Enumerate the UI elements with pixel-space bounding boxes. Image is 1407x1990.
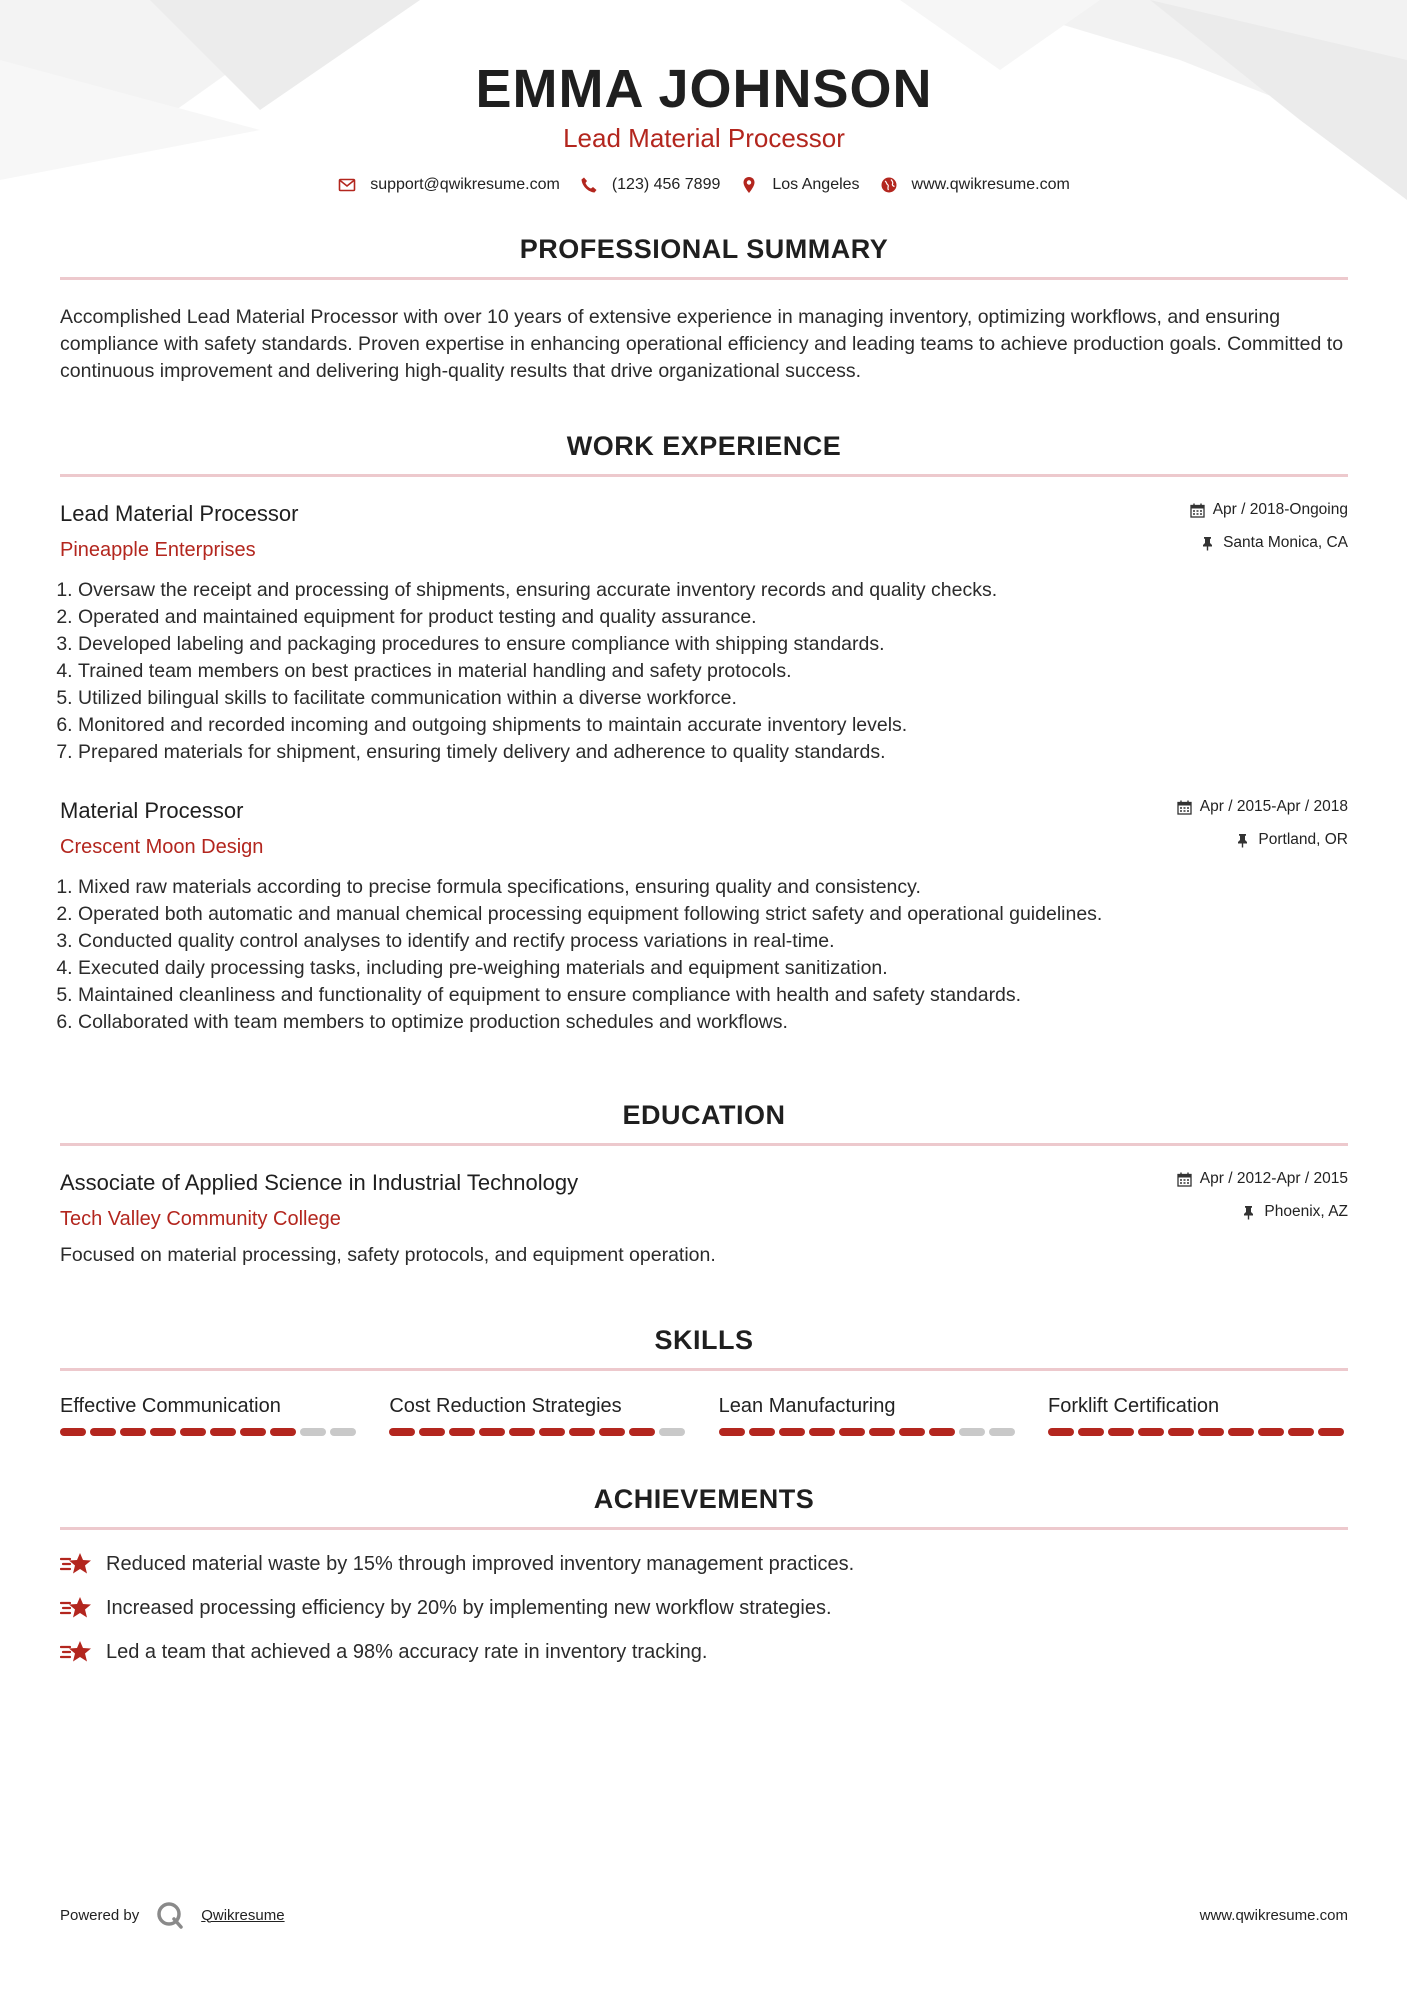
job-duties-list bbox=[60, 577, 1348, 766]
job-duty: 5. Utilized bilingual skills to facilitate communication within a diverse workforce. bbox=[78, 685, 1348, 712]
job-duties-list bbox=[60, 874, 1348, 1036]
skill-name: Cost Reduction Strategies bbox=[389, 1395, 622, 1417]
achievements-list bbox=[60, 1550, 1348, 1666]
job-location: Santa Monica, CA bbox=[1223, 534, 1348, 551]
skill-segment-filled bbox=[1258, 1428, 1284, 1436]
skill-segment-filled bbox=[1078, 1428, 1104, 1436]
candidate-title: Lead Material Processor bbox=[563, 123, 845, 153]
skill-segment-filled bbox=[90, 1428, 116, 1436]
skill-segment-filled bbox=[719, 1428, 745, 1436]
shooting-star-icon bbox=[60, 1638, 94, 1666]
achievements-heading: ACHIEVEMENTS bbox=[593, 1484, 815, 1514]
skill-item bbox=[389, 1393, 689, 1436]
resume-page bbox=[60, 0, 1348, 1682]
education-description: Focused on material processing, safety protocols, and equipment operation. bbox=[60, 1244, 716, 1266]
phone-icon bbox=[580, 176, 598, 194]
section-divider bbox=[60, 1527, 1348, 1530]
skill-segment-filled bbox=[1168, 1428, 1194, 1436]
summary-section bbox=[60, 234, 1348, 385]
job-duty: 3. Conducted quality control analyses to identify and rectify process variations in real-time. bbox=[78, 928, 1348, 955]
achievement-item bbox=[60, 1594, 1348, 1622]
achievements-section bbox=[60, 1484, 1348, 1666]
company-name: Crescent Moon Design bbox=[60, 836, 264, 858]
job-entry bbox=[60, 499, 1348, 766]
pushpin-icon bbox=[1235, 833, 1250, 848]
contact-location-text: Los Angeles bbox=[772, 176, 860, 193]
skill-level-bar bbox=[389, 1428, 689, 1436]
job-duty: 3. Developed labeling and packaging procedures to ensure compliance with shipping standards. bbox=[78, 631, 1348, 658]
skill-segment-filled bbox=[629, 1428, 655, 1436]
pushpin-icon bbox=[1200, 536, 1215, 551]
skill-name: Effective Communication bbox=[60, 1395, 281, 1417]
job-duty: 6. Collaborated with team members to optimize production schedules and workflows. bbox=[78, 1009, 1348, 1036]
skill-segment-empty bbox=[300, 1428, 326, 1436]
skill-segment-filled bbox=[809, 1428, 835, 1436]
skills-grid bbox=[60, 1393, 1348, 1436]
education-dates: Apr / 2012-Apr / 2015 bbox=[1199, 1170, 1348, 1187]
skill-segment-filled bbox=[869, 1428, 895, 1436]
degree-name: Associate of Applied Science in Industrial Technology bbox=[60, 1170, 579, 1195]
calendar-icon bbox=[1190, 503, 1205, 518]
job-duty: 5. Maintained cleanliness and functionality of equipment to ensure compliance with health and safety standards. bbox=[78, 982, 1348, 1009]
job-duty: 7. Prepared materials for shipment, ensuring timely delivery and adherence to quality standards. bbox=[78, 739, 1348, 766]
job-title: Lead Material Processor bbox=[60, 501, 299, 526]
skill-item bbox=[719, 1393, 1019, 1436]
contact-website[interactable] bbox=[880, 176, 1070, 194]
skill-segment-filled bbox=[120, 1428, 146, 1436]
contact-phone-text: (123) 456 7899 bbox=[611, 176, 721, 193]
job-duty: 4. Trained team members on best practices in material handling and safety protocols. bbox=[78, 658, 1348, 685]
skill-level-bar bbox=[719, 1428, 1019, 1436]
job-location: Portland, OR bbox=[1258, 831, 1348, 848]
skill-level-bar bbox=[1048, 1428, 1348, 1436]
skill-name: Forklift Certification bbox=[1047, 1395, 1220, 1417]
summary-text: Accomplished Lead Material Processor with over 10 years of extensive experience in managing inventory, optimizing workflows, and ensuring compliance with safety standards. Proven expertise in enhancing operational efficiency and leading teams to achieve production goals. Committed to continuous improvement and delivering high-quality results that drive organizational success. bbox=[60, 306, 1344, 382]
skill-segment-filled bbox=[210, 1428, 236, 1436]
experience-section bbox=[60, 431, 1348, 1036]
qwikresume-logo-icon bbox=[155, 1900, 185, 1930]
job-title: Material Processor bbox=[60, 798, 244, 823]
job-dates: Apr / 2018-Ongoing bbox=[1212, 501, 1348, 518]
skill-segment-filled bbox=[779, 1428, 805, 1436]
skill-segment-filled bbox=[1138, 1428, 1164, 1436]
school-name: Tech Valley Community College bbox=[60, 1208, 341, 1230]
achievement-text: Reduced material waste by 15% through improved inventory management practices. bbox=[106, 1553, 855, 1575]
skill-segment-filled bbox=[479, 1428, 505, 1436]
achievement-item bbox=[60, 1550, 1348, 1578]
experience-heading: WORK EXPERIENCE bbox=[566, 431, 842, 461]
skill-segment-filled bbox=[270, 1428, 296, 1436]
skill-segment-filled bbox=[150, 1428, 176, 1436]
skill-segment-empty bbox=[330, 1428, 356, 1436]
skill-segment-filled bbox=[509, 1428, 535, 1436]
skill-segment-filled bbox=[839, 1428, 865, 1436]
achievement-text: Led a team that achieved a 98% accuracy rate in inventory tracking. bbox=[106, 1641, 708, 1663]
skill-item bbox=[60, 1393, 360, 1436]
contact-bar bbox=[60, 176, 1348, 194]
job-entry bbox=[60, 796, 1348, 1036]
job-duty: 2. Operated and maintained equipment for product testing and quality assurance. bbox=[78, 604, 1348, 631]
skill-segment-filled bbox=[899, 1428, 925, 1436]
skill-segment-filled bbox=[539, 1428, 565, 1436]
contact-location bbox=[740, 176, 859, 194]
skill-segment-filled bbox=[1288, 1428, 1314, 1436]
achievement-text: Increased processing efficiency by 20% by implementing new workflow strategies. bbox=[106, 1597, 832, 1619]
skill-segment-empty bbox=[989, 1428, 1015, 1436]
skill-segment-empty bbox=[659, 1428, 685, 1436]
skill-segment-filled bbox=[929, 1428, 955, 1436]
candidate-name: EMMA JOHNSON bbox=[475, 59, 933, 119]
achievement-item bbox=[60, 1638, 1348, 1666]
calendar-icon bbox=[1177, 800, 1192, 815]
skill-segment-filled bbox=[60, 1428, 86, 1436]
education-heading: EDUCATION bbox=[622, 1100, 786, 1130]
skill-segment-filled bbox=[180, 1428, 206, 1436]
job-duty: 6. Monitored and recorded incoming and outgoing shipments to maintain accurate inventory levels. bbox=[78, 712, 1348, 739]
contact-email-text: support@qwikresume.com bbox=[370, 176, 560, 193]
skill-level-bar bbox=[60, 1428, 360, 1436]
skill-item bbox=[1048, 1393, 1348, 1436]
job-duty: 2. Operated both automatic and manual chemical processing equipment following strict safety and operational guidelines. bbox=[78, 901, 1348, 928]
company-name: Pineapple Enterprises bbox=[60, 539, 256, 561]
education-entry bbox=[60, 1168, 1348, 1269]
qwikresume-link[interactable]: Qwikresume bbox=[201, 1906, 285, 1924]
skills-heading: SKILLS bbox=[654, 1325, 754, 1355]
skill-segment-filled bbox=[240, 1428, 266, 1436]
skill-segment-filled bbox=[1318, 1428, 1344, 1436]
skill-segment-filled bbox=[749, 1428, 775, 1436]
education-location: Phoenix, AZ bbox=[1264, 1203, 1348, 1220]
section-divider bbox=[60, 1143, 1348, 1146]
footer-website[interactable]: www.qwikresume.com bbox=[1199, 1906, 1348, 1924]
powered-by-label: Powered by bbox=[60, 1906, 140, 1924]
map-marker-icon bbox=[740, 176, 758, 194]
skill-segment-filled bbox=[569, 1428, 595, 1436]
skill-segment-filled bbox=[419, 1428, 445, 1436]
job-duty: 4. Executed daily processing tasks, including pre-weighing materials and equipment sanitization. bbox=[78, 955, 1348, 982]
skill-segment-filled bbox=[599, 1428, 625, 1436]
skill-segment-filled bbox=[1048, 1428, 1074, 1436]
skill-segment-filled bbox=[1228, 1428, 1254, 1436]
page-footer bbox=[60, 1900, 1348, 1930]
skill-segment-filled bbox=[1198, 1428, 1224, 1436]
education-section bbox=[60, 1100, 1348, 1269]
contact-phone[interactable] bbox=[580, 176, 721, 194]
skill-segment-filled bbox=[449, 1428, 475, 1436]
skill-name: Lean Manufacturing bbox=[718, 1395, 896, 1417]
shooting-star-icon bbox=[60, 1550, 94, 1578]
resume-header bbox=[60, 0, 1348, 194]
pushpin-icon bbox=[1241, 1205, 1256, 1220]
calendar-icon bbox=[1177, 1172, 1192, 1187]
skill-segment-filled bbox=[389, 1428, 415, 1436]
skills-section bbox=[60, 1325, 1348, 1436]
section-divider bbox=[60, 277, 1348, 280]
skill-segment-empty bbox=[959, 1428, 985, 1436]
contact-website-text: www.qwikresume.com bbox=[911, 176, 1070, 193]
job-duty: 1. Mixed raw materials according to precise formula specifications, ensuring quality and consistency. bbox=[78, 874, 1348, 901]
job-dates: Apr / 2015-Apr / 2018 bbox=[1199, 798, 1348, 815]
envelope-icon bbox=[338, 176, 356, 194]
summary-heading: PROFESSIONAL SUMMARY bbox=[519, 234, 889, 264]
section-divider bbox=[60, 474, 1348, 477]
shooting-star-icon bbox=[60, 1594, 94, 1622]
section-divider bbox=[60, 1368, 1348, 1371]
skill-segment-filled bbox=[1108, 1428, 1134, 1436]
job-duty: 1. Oversaw the receipt and processing of shipments, ensuring accurate inventory records and quality checks. bbox=[78, 577, 1348, 604]
globe-icon bbox=[880, 176, 898, 194]
contact-email[interactable] bbox=[338, 176, 560, 194]
